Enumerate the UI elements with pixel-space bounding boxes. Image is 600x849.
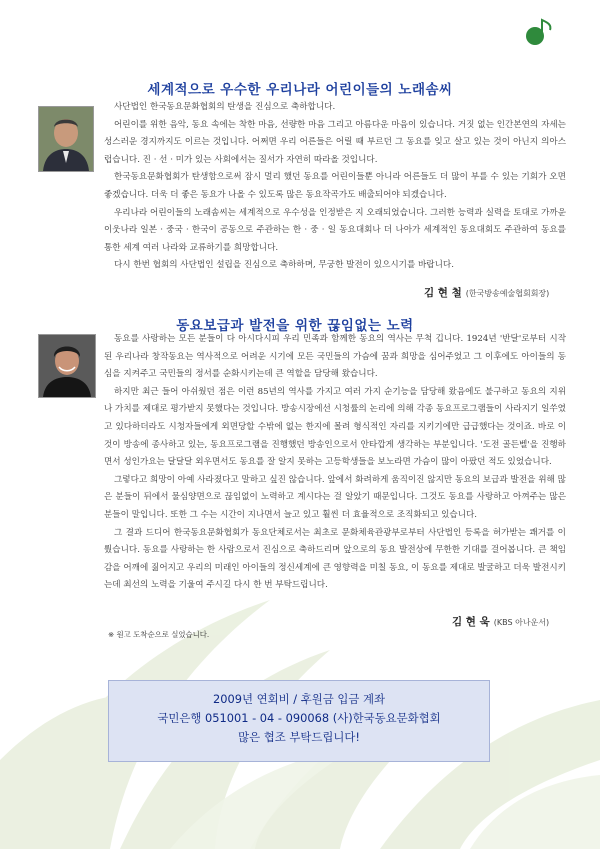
donation-box-account: 국민은행 051001 - 04 - 090068 (사)한국동요문화협회 <box>157 711 441 725</box>
article1-title: 세계적으로 우수한 우리나라 어린이들의 노래솜씨 <box>147 82 453 98</box>
article2-signature <box>452 614 549 629</box>
article1-author-name: 김 현 철 <box>424 287 462 299</box>
donation-box-heading: 2009년 연회비 / 후원금 입금 계좌 <box>213 692 385 706</box>
article1-signature <box>424 285 549 300</box>
article1-paragraph: 사단법인 한국동요문화협회의 탄생을 진심으로 축하합니다. <box>114 102 336 112</box>
author1-photo <box>38 106 94 172</box>
article2-body <box>104 331 566 595</box>
article2-paragraph: 동요를 사랑하는 모든 분들이 다 아시다시피 우리 민족과 함께한 동요의 역사는 무척 깁니다. 1924년 '반달'로부터 시작된 우리나라 창작동요는 역사적으로 어려운 시기에 모든 국민들의 가슴에 꿈과 희망을 심어주었고 그 이후에도 아이들의 동심을 지켜주고 국민들의 정서를 순화시키는데 큰 역할을 담당해 왔습니다. <box>104 334 566 380</box>
article2-paragraph: 하지만 최근 들어 아쉬웠던 점은 이런 85년의 역사를 가지고 여러 가지 순기능을 담당해 왔음에도 불구하고 동요의 지위나 가치를 제대로 평가받지 못했다는 것입니다. 방송시장에선 시청률의 논리에 의해 각종 동요프로그램들이 사라지기 일쑤였고 있다하더라도 시청자들에게 외면당할 수밖에 없는 한지에 몰려 형식적인 자리를 지키기에만 급급했다는 것이죠. 바로 이것이 방송에 종사하고 있는, 동요프로그램을 진행했던 방송인으로서 안타깝게 생각하는 부분입니다. '도전 골든벨'을 진행하면서 성인가요는 달달달 외우면서도 동요를 잘 알지 못하는 고등학생들을 보노라면 가슴이 많이 아팠던 적도 있었습니다. <box>104 386 566 468</box>
article2-author-affiliation: (KBS 아나운서) <box>493 618 550 627</box>
article1-paragraph: 어린이를 위한 음악, 동요 속에는 착한 마음, 선량한 마음 그리고 아름다운 마음이 있습니다. 거짓 없는 인간본연의 자세는 성스러운 경지까지도 이르는 것입니다. 어쩌면 우리 어른들은 어릴 때 부르던 그 동요를 잊고 살고 있는 것이 아닌지 의아스럽습니다. 진 · 선 · 미가 있는 사회에서는 질서가 자연히 따라올 것입니다. <box>104 119 566 165</box>
music-note-page-badge <box>522 18 556 48</box>
article1-body <box>104 99 566 275</box>
article2-paragraph: 그렇다고 희망이 아예 사라졌다고 말하고 싶진 않습니다. 앞에서 화려하게 움직이진 않지만 동요의 보급과 발전을 위해 많은 분들이 뒤에서 물심양면으로 끊임없이 노력하고 계시다는 걸 알았기 때문입니다. 그것도 동요를 사랑하고 아껴주는 많은 분들이 말입니다. 또한 그 수는 시간이 지나면서 늘고 있고 훨씬 더 효율적으로 조직화되고 있습니다. <box>104 474 566 520</box>
article2-title: 동요보급과 발전을 위한 끊임없는 노력 <box>176 318 414 334</box>
article1-paragraph: 한국동요문화협회가 탄생함으로써 잠시 멀리 했던 동요를 어린이들뿐 아니라 어른들도 더 많이 부를 수 있는 기회가 오면 좋겠습니다. 더욱 더 좋은 동요가 나올 수 있도록 많은 동요작곡가도 배출되어야 되겠습니다. <box>104 172 566 200</box>
article1-paragraph: 다시 한번 협회의 사단법인 설립을 진심으로 축하하며, 무궁한 발전이 있으시기를 바랍니다. <box>114 260 454 271</box>
article1-author-affiliation: (한국방송예술협회회장) <box>465 289 550 298</box>
author2-photo <box>38 334 96 398</box>
donation-account-box <box>108 680 490 762</box>
article1-paragraph: 우리나라 어린이들의 노래솜씨는 세계적으로 우수성을 인정받은 지 오래되었습니다. 그러한 능력과 실력을 토대로 가까운 이웃나라 일본 · 중국 · 한국이 공동으로 주관하는 한 · 중 · 일 동요대회나 더 나아가 세계적인 동요대회도 주관하여 동요를 통한 세계 여러 나라와 교류하기를 희망합니다. <box>104 207 566 253</box>
article2-paragraph: 그 결과 드디어 한국동요문화협회가 동요단체로서는 최초로 문화체육관광부로부터 사단법인 등록을 허가받는 쾌거를 이뤘습니다. 동요를 사랑하는 한 사람으로서 진심으로 축하드리며 앞으로의 동요 발전상에 무한한 기대를 걸어봅니다. 큰 책임감을 어깨에 짊어지고 우리의 미래인 아이들의 정신세계에 큰 영향력을 미칠 동요, 이 동요를 제대로 발굴하고 더욱 발전시키는데 최선의 노력을 기울여 주시길 다시 한 번 부탁드립니다. <box>104 527 566 591</box>
donation-box-request: 많은 협조 부탁드립니다! <box>238 730 360 744</box>
submission-order-note: ※ 원고 도착순으로 실었습니다. <box>108 630 210 639</box>
article2-author-name: 김 현 욱 <box>452 616 490 628</box>
